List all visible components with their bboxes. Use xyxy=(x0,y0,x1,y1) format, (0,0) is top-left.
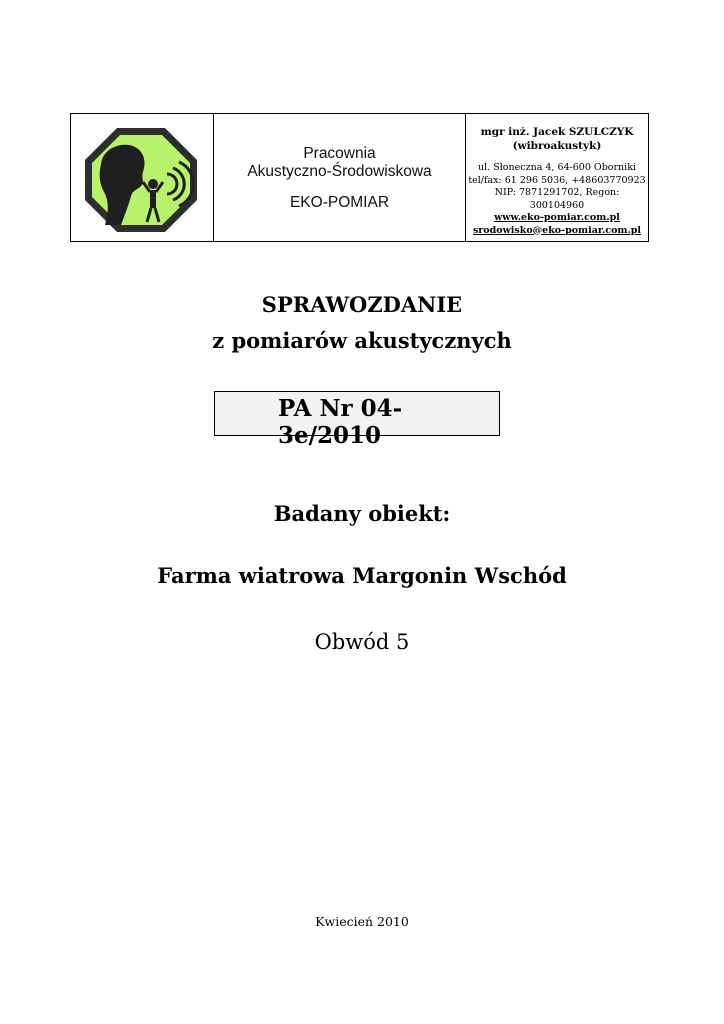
email-link[interactable]: srodowisko@eko-pomiar.com.pl xyxy=(472,224,642,236)
website-link[interactable]: www.eko-pomiar.com.pl xyxy=(494,212,620,223)
report-date: Kwiecień 2010 xyxy=(315,914,409,929)
company-name-cell xyxy=(214,114,466,241)
company-name-line3: EKO-POMIAR xyxy=(289,194,390,211)
contact-role: (wibroakustyk) xyxy=(512,140,602,152)
company-name-line1: Pracownia xyxy=(303,145,376,162)
company-logo-icon xyxy=(81,124,201,236)
report-number-box xyxy=(214,391,500,449)
report-title: SPRAWOZDANIE xyxy=(261,292,463,317)
object-label: Badany obiekt: xyxy=(273,501,451,526)
report-number: PA Nr 04-3e/2010 xyxy=(278,395,403,449)
company-name-line2: Akustyczno-Środowiskowa xyxy=(247,163,432,180)
object-circuit: Obwód 5 xyxy=(314,630,410,654)
object-name: Farma wiatrowa Margonin Wschód xyxy=(157,563,567,588)
letterhead xyxy=(70,113,649,242)
report-subtitle: z pomiarów akustycznych xyxy=(212,328,512,353)
contact-phone: tel/fax: 61 296 5036, +48603770923 xyxy=(468,174,646,186)
contact-cell xyxy=(466,114,648,241)
contact-ids: NIP: 7871291702, Regon: 300104960 xyxy=(494,187,620,211)
contact-name: mgr inż. Jacek SZULCZYK xyxy=(480,126,634,138)
logo-cell xyxy=(71,114,214,241)
contact-address: ul. Słoneczna 4, 64-600 Oborniki xyxy=(478,162,636,173)
